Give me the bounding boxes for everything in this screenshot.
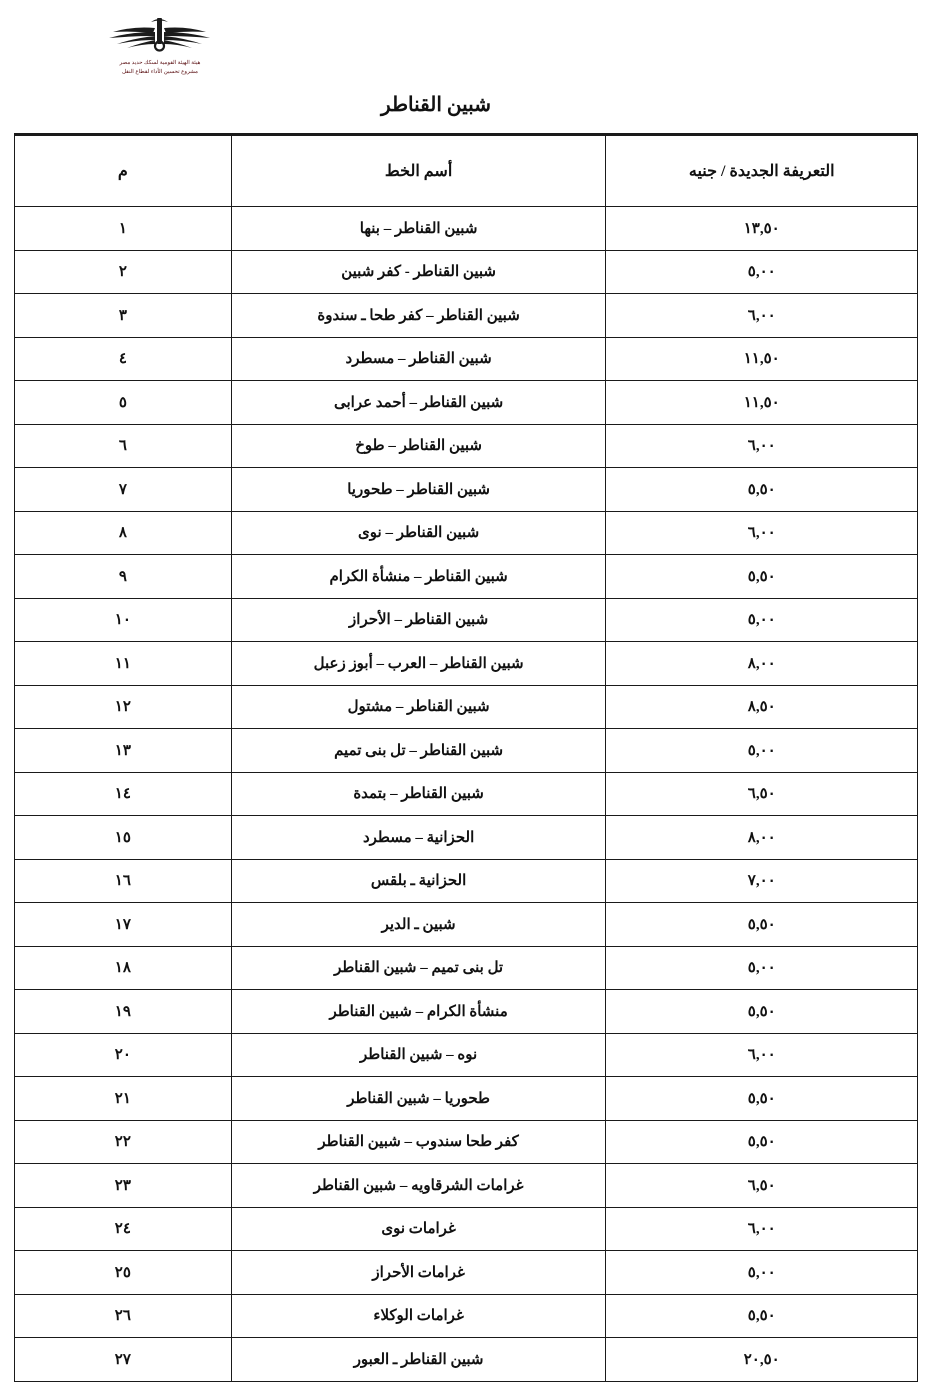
cell-line-name: شبين القناطر – بتمدة <box>231 772 606 816</box>
cell-row-number: ٩ <box>15 555 232 599</box>
page-title: شبين القناطر <box>381 94 491 116</box>
cell-row-number: ١٨ <box>15 946 232 990</box>
cell-line-name: شبين القناطر – مسطرد <box>231 337 606 381</box>
table-row <box>15 990 918 1034</box>
cell-row-number: ١٢ <box>15 685 232 729</box>
cell-row-number: ٢٤ <box>15 1207 232 1251</box>
cell-line-name: نوه – شبين القناطر <box>231 1033 606 1077</box>
table-row <box>15 1338 918 1382</box>
cell-fare: ٥,٠٠ <box>606 598 918 642</box>
cell-row-number: ٥ <box>15 381 232 425</box>
column-header-line: أسم الخط <box>231 136 606 207</box>
cell-fare: ٦,٥٠ <box>606 772 918 816</box>
cell-fare: ٥,٥٠ <box>606 1120 918 1164</box>
cell-fare: ٨,٠٠ <box>606 816 918 860</box>
cell-fare: ٨,٥٠ <box>606 685 918 729</box>
cell-fare: ٦,٥٠ <box>606 1164 918 1208</box>
cell-fare: ٦,٠٠ <box>606 511 918 555</box>
cell-line-name: غرامات نوى <box>231 1207 606 1251</box>
cell-line-name: شبين القناطر – مشتول <box>231 685 606 729</box>
table-row <box>15 1251 918 1295</box>
cell-line-name: كفر طحا سندوب – شبين القناطر <box>231 1120 606 1164</box>
cell-line-name: تل بنى تميم – شبين القناطر <box>231 946 606 990</box>
cell-fare: ٦,٠٠ <box>606 1033 918 1077</box>
cell-fare: ١٣,٥٠ <box>606 207 918 251</box>
table-row <box>15 1164 918 1208</box>
cell-fare: ٥,٥٠ <box>606 903 918 947</box>
cell-line-name: شبين القناطر – نوى <box>231 511 606 555</box>
cell-line-name: غرامات الأحراز <box>231 1251 606 1295</box>
cell-row-number: ١٤ <box>15 772 232 816</box>
table-row <box>15 903 918 947</box>
cell-line-name: شبين ـ الدير <box>231 903 606 947</box>
cell-row-number: ٨ <box>15 511 232 555</box>
cell-row-number: ٣ <box>15 294 232 338</box>
table-row <box>15 468 918 512</box>
cell-fare: ٥,٥٠ <box>606 990 918 1034</box>
cell-line-name: غرامات الوكلاء <box>231 1294 606 1338</box>
table-row <box>15 1207 918 1251</box>
cell-line-name: شبين القناطر - كفر شبين <box>231 250 606 294</box>
column-header-number: م <box>15 136 232 207</box>
cell-row-number: ٤ <box>15 337 232 381</box>
table-row <box>15 859 918 903</box>
cell-row-number: ١٩ <box>15 990 232 1034</box>
cell-row-number: ١٧ <box>15 903 232 947</box>
cell-line-name: شبين القناطر – منشأة الكرام <box>231 555 606 599</box>
cell-row-number: ١٦ <box>15 859 232 903</box>
cell-line-name: شبين القناطر – كفر طحا ـ سندوة <box>231 294 606 338</box>
cell-fare: ٦,٠٠ <box>606 1207 918 1251</box>
table-header <box>15 136 918 207</box>
cell-line-name: شبين القناطر – تل بنى تميم <box>231 729 606 773</box>
cell-fare: ٥,٥٠ <box>606 555 918 599</box>
table-row <box>15 1077 918 1121</box>
logo-caption-line1: هيئة الهيئة القومية لسكك حديد مصر <box>119 60 201 66</box>
cell-fare: ٦,٠٠ <box>606 424 918 468</box>
cell-line-name: شبين القناطر – العرب – أبوز زعبل <box>231 642 606 686</box>
cell-line-name: غرامات الشرقاويه – شبين القناطر <box>231 1164 606 1208</box>
fares-table-container <box>14 133 918 1382</box>
document-header <box>0 0 932 92</box>
cell-row-number: ٢٥ <box>15 1251 232 1295</box>
cell-row-number: ٧ <box>15 468 232 512</box>
cell-row-number: ١ <box>15 207 232 251</box>
cell-row-number: ١٣ <box>15 729 232 773</box>
cell-fare: ٥,٥٠ <box>606 1077 918 1121</box>
cell-row-number: ٦ <box>15 424 232 468</box>
table-body <box>15 207 918 1382</box>
cell-line-name: منشأة الكرام – شبين القناطر <box>231 990 606 1034</box>
table-row <box>15 294 918 338</box>
cell-line-name: شبين القناطر – الأحراز <box>231 598 606 642</box>
cell-row-number: ٢٦ <box>15 1294 232 1338</box>
cell-fare: ٦,٠٠ <box>606 294 918 338</box>
cell-line-name: شبين القناطر – طوخ <box>231 424 606 468</box>
cell-row-number: ١١ <box>15 642 232 686</box>
table-row <box>15 598 918 642</box>
table-row <box>15 555 918 599</box>
cell-fare: ٨,٠٠ <box>606 642 918 686</box>
cell-row-number: ٢٢ <box>15 1120 232 1164</box>
table-row <box>15 1033 918 1077</box>
cell-row-number: ٢٠ <box>15 1033 232 1077</box>
cell-row-number: ١٥ <box>15 816 232 860</box>
table-header-row <box>15 136 918 207</box>
cell-line-name: الحزانية – مسطرد <box>231 816 606 860</box>
cell-fare: ٥,٥٠ <box>606 468 918 512</box>
winged-wheel-icon <box>105 16 215 58</box>
cell-line-name: شبين القناطر – بنها <box>231 207 606 251</box>
table-row <box>15 424 918 468</box>
table-row <box>15 642 918 686</box>
fares-table <box>14 135 918 1382</box>
cell-fare: ٢٠,٥٠ <box>606 1338 918 1382</box>
cell-fare: ٧,٠٠ <box>606 859 918 903</box>
cell-line-name: شبين القناطر ـ العبور <box>231 1338 606 1382</box>
cell-row-number: ٢٣ <box>15 1164 232 1208</box>
cell-line-name: طحوريا – شبين القناطر <box>231 1077 606 1121</box>
table-row <box>15 729 918 773</box>
cell-row-number: ٢ <box>15 250 232 294</box>
cell-fare: ١١,٥٠ <box>606 337 918 381</box>
cell-row-number: ٢١ <box>15 1077 232 1121</box>
organization-logo <box>95 16 225 77</box>
cell-line-name: الحزانية ـ بلقس <box>231 859 606 903</box>
cell-fare: ١١,٥٠ <box>606 381 918 425</box>
table-row <box>15 337 918 381</box>
table-row <box>15 685 918 729</box>
cell-row-number: ١٠ <box>15 598 232 642</box>
cell-line-name: شبين القناطر – أحمد عرابى <box>231 381 606 425</box>
table-row <box>15 772 918 816</box>
table-row <box>15 816 918 860</box>
table-row <box>15 946 918 990</box>
cell-fare: ٥,٠٠ <box>606 250 918 294</box>
table-row <box>15 511 918 555</box>
table-row <box>15 381 918 425</box>
table-row <box>15 1120 918 1164</box>
column-header-fare: التعريفة الجديدة / جنيه <box>606 136 918 207</box>
table-row <box>15 250 918 294</box>
table-row <box>15 1294 918 1338</box>
cell-line-name: شبين القناطر – طحوريا <box>231 468 606 512</box>
cell-fare: ٥,٠٠ <box>606 946 918 990</box>
logo-caption-line2: مشروع تحسين الأداء لقطاع النقل <box>122 69 198 76</box>
cell-fare: ٥,٠٠ <box>606 729 918 773</box>
table-row <box>15 207 918 251</box>
cell-fare: ٥,٠٠ <box>606 1251 918 1295</box>
cell-fare: ٥,٥٠ <box>606 1294 918 1338</box>
cell-row-number: ٢٧ <box>15 1338 232 1382</box>
